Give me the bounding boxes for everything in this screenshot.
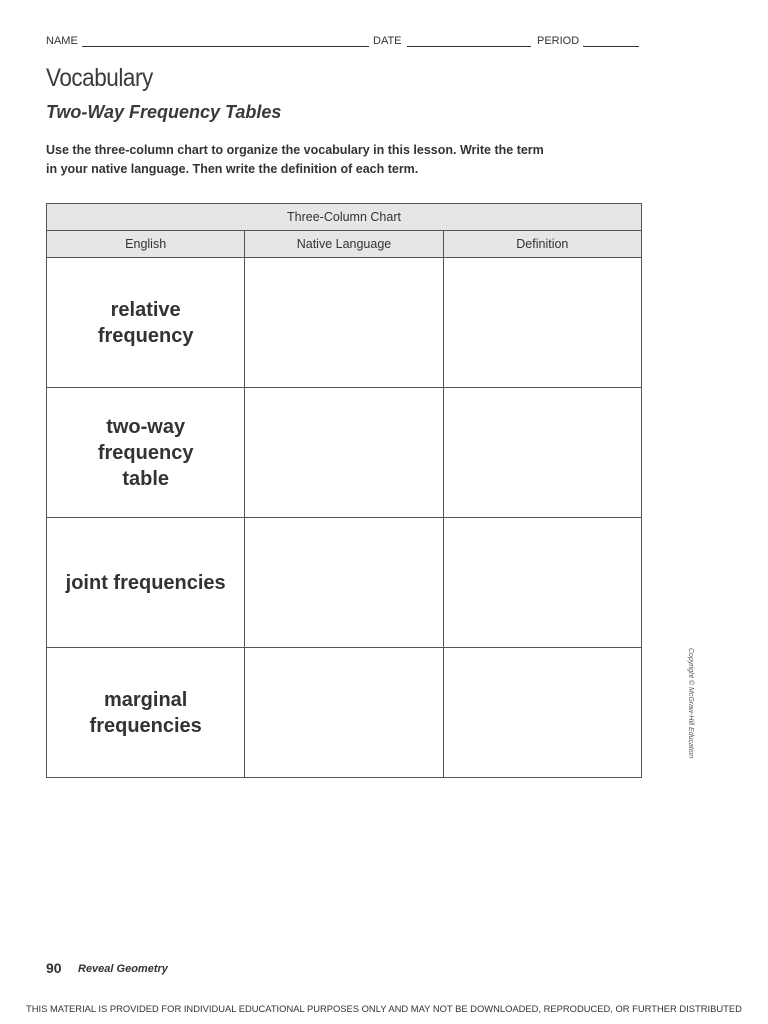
instructions-text: Use the three-column chart to organize the vocabulary in this lesson. Write the term in your native language. Then write the definition of each term. [46, 143, 544, 176]
vocabulary-term: relative frequency [97, 298, 194, 347]
term-cell [47, 518, 245, 648]
distribution-disclaimer: THIS MATERIAL IS PROVIDED FOR INDIVIDUAL EDUCATIONAL PURPOSES ONLY AND MAY NOT BE DOWNLOADED, REPRODUCED, OR FURTHER DISTRIBUTED [26, 1003, 742, 1014]
copyright-notice: Copyright © McGraw-Hill Education [687, 648, 694, 759]
term-cell [47, 648, 245, 778]
period-field[interactable] [583, 46, 639, 47]
term-cell [47, 258, 245, 388]
table-row [47, 388, 642, 518]
term-cell [47, 388, 245, 518]
lesson-subtitle: Two-Way Frequency Tables [46, 102, 282, 122]
vocabulary-term: joint frequencies [65, 571, 226, 594]
table-row [47, 518, 642, 648]
vocabulary-term: two-way frequency table [97, 415, 194, 490]
table-row [47, 258, 642, 388]
book-title: Reveal Geometry [78, 963, 168, 975]
definition-cell[interactable] [443, 258, 641, 388]
column-header-definition: Definition [443, 231, 641, 258]
native-language-cell[interactable] [245, 388, 443, 518]
column-header-english: English [47, 231, 245, 258]
student-info-header [46, 34, 646, 50]
period-label: PERIOD [537, 35, 580, 47]
native-language-cell[interactable] [245, 518, 443, 648]
native-language-cell[interactable] [245, 258, 443, 388]
page-title: Vocabulary [46, 64, 153, 92]
date-label: DATE [373, 35, 402, 47]
definition-cell[interactable] [443, 388, 641, 518]
definition-cell[interactable] [443, 648, 641, 778]
date-field[interactable] [407, 46, 531, 47]
native-language-cell[interactable] [245, 648, 443, 778]
column-header-native-language: Native Language [245, 231, 443, 258]
name-label: NAME [46, 35, 78, 47]
three-column-chart [46, 203, 642, 778]
vocabulary-term: marginal frequencies [89, 688, 202, 737]
definition-cell[interactable] [443, 518, 641, 648]
page-number: 90 [46, 960, 62, 976]
name-field[interactable] [82, 46, 369, 47]
table-row [47, 648, 642, 778]
chart-title: Three-Column Chart [47, 204, 642, 231]
